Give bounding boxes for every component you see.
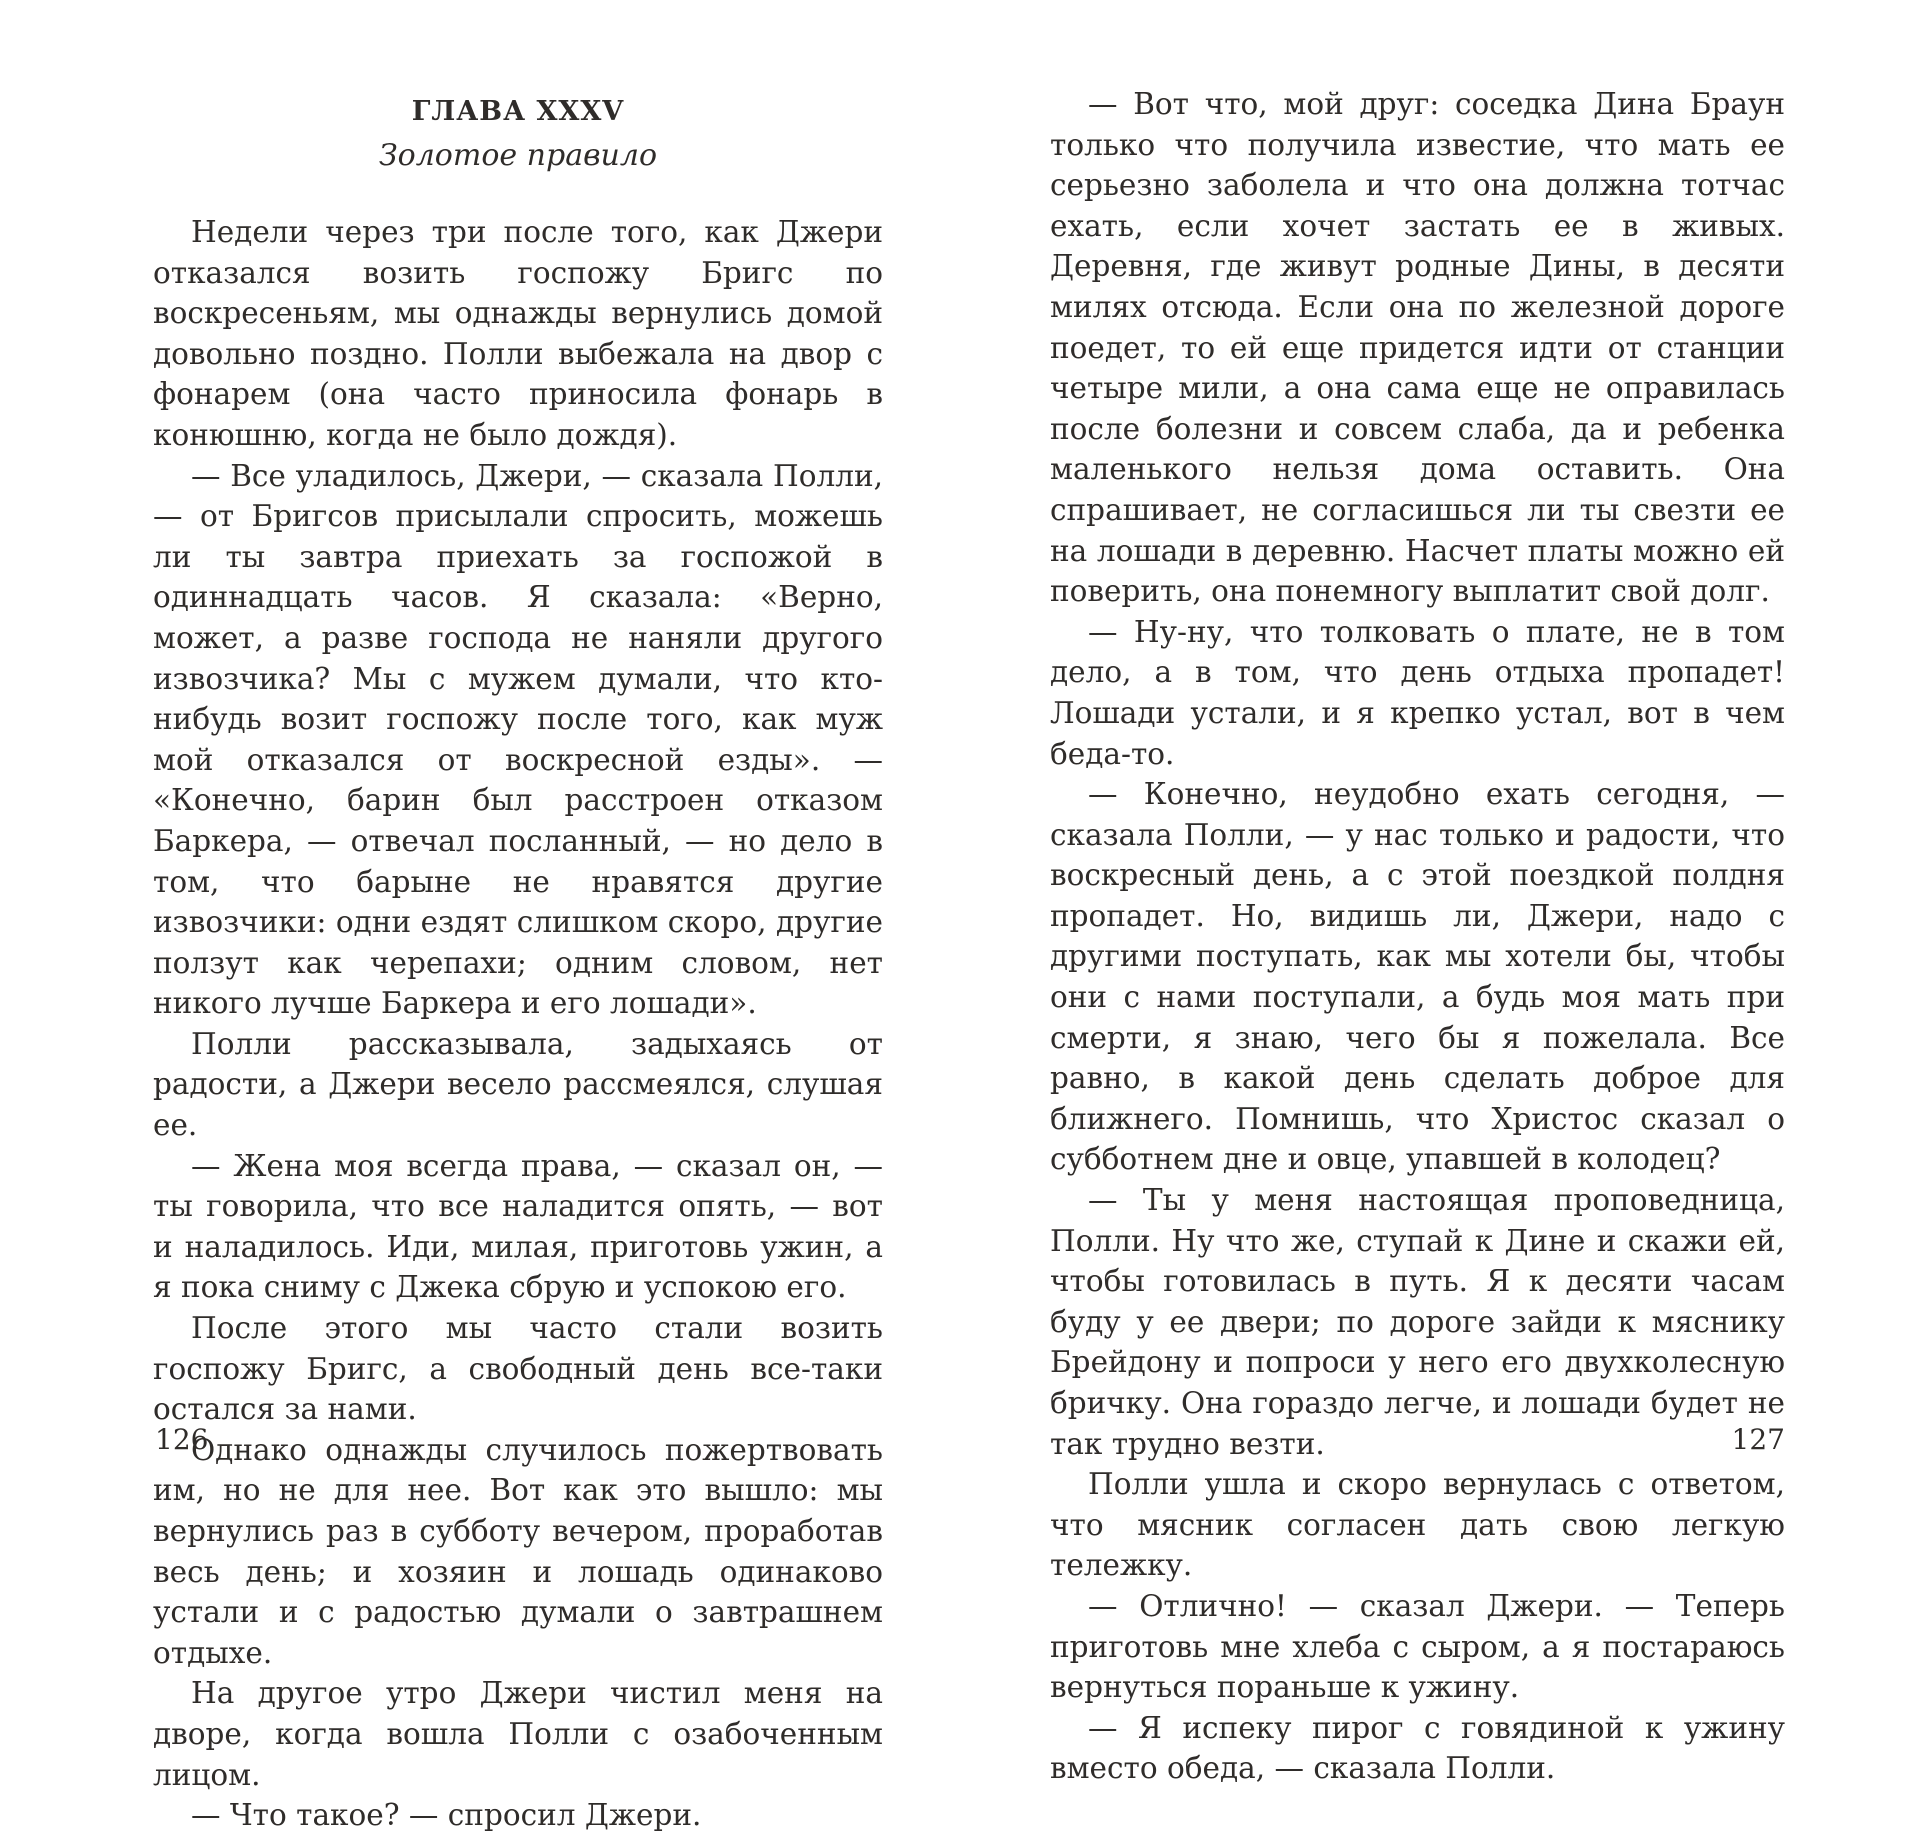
paragraph: Полли ушла и скоро вернулась с ответом, что мясник согласен дать свою легкую тележку. (1050, 1467, 1785, 1583)
paragraph: — Жена моя всегда права, — сказал он, — ты говорила, что все наладится опять, — вот и наладилось. Иди, милая, приготовь ужин, а я пока сниму с Джека сбрую и успокою его. (153, 1148, 883, 1305)
paragraph: — Ну-ну, что толковать о плате, не в том дело, а в том, что день отдыха пропадет! Лошади устали, и я крепко устал, вот в чем беда-то. (1050, 614, 1785, 771)
right-page (1020, 0, 1909, 1786)
paragraph: — Отлично! — сказал Джери. — Теперь приготовь мне хлеба с сыром, а я постараюсь вернуться пораньше к ужину. (1050, 1588, 1785, 1705)
paragraph: После этого мы часто стали возить госпожу Бригс, а свободный день все-таки остался за нами. (153, 1311, 883, 1427)
paragraph: Однако однажды случилось пожертвовать им, но не для нее. Вот как это вышло: мы вернулись раз в субботу вечером, проработав весь день; и хозяин и лошадь одинаково устали и с радостью думали о завтрашнем отдыхе. (153, 1432, 883, 1670)
paragraph: — Вот что, мой друг: соседка Дина Браун только что получила известие, что мать ее серьезно заболела и что она должна тотчас ехать, если хочет застать ее в живых. Деревня, где живут родные Дины, в десяти милях отсюда. Если она по железной дороге поедет, то ей еще придется идти от станции четыре мили, а она сама еще не оправилась после болезни и совсем слаба, да и ребенка маленького нельзя дома оставить. Она спрашивает, не согласишься ли ты свезти ее на лошади в деревню. Насчет платы можно ей поверить, она понемногу выплатит свой долг. (1050, 87, 1785, 609)
right-page-text (1050, 84, 1785, 1789)
page-number-right: 127 (1731, 1423, 1785, 1456)
page-number-left: 126 (155, 1423, 209, 1456)
paragraph: На другое утро Джери чистил меня на дворе, когда вошла Полли с озабоченным лицом. (153, 1676, 883, 1792)
paragraph: — Я испеку пирог с говядиной к ужину вместо обеда, — сказала Полли. (1050, 1710, 1785, 1786)
paragraph: — Ты у меня настоящая проповедница, Полли. Ну что же, ступай к Дине и скажи ей, чтобы готовилась в путь. Я к десяти часам буду у ее двери; по дороге зайди к мяснику Брейдону и попроси у него его двухколесную бричку. Она гораздо легче, и лошади будет не так трудно везти. (1050, 1183, 1785, 1461)
left-page-text (153, 92, 883, 1836)
chapter-subtitle: Золотое правило (378, 138, 658, 173)
chapter-heading: ГЛАВА XXXV (411, 96, 625, 127)
paragraph: Недели через три после того, как Джери отказался возить госпожу Бригс по воскресеньям, мы однажды вернулись домой довольно поздно. Полли выбежала на двор с фонарем (она часто приносила фонарь в конюшню, когда не было дождя). (153, 215, 883, 452)
paragraph: — Все уладилось, Джери, — сказала Полли, — от Бригсов присылали спросить, можешь ли ты завтра приехать за госпожой в одиннадцать часов. Я сказала: «Верно, может, а разве господа не наняли другого извозчика? Мы с мужем думали, что кто-нибудь возит госпожу после того, как муж мой отказался от воскресной езды». — «Конечно, барин был расстроен отказом Баркера, — отвечал посланный, — но дело в том, что барыне не нравятся другие извозчики: одни ездят слишком скоро, другие ползут как черепахи; одним словом, нет никого лучше Баркера и его лошади». (153, 458, 883, 1021)
paragraph: — Конечно, неудобно ехать сегодня, — сказала Полли, — у нас только и радости, что воскресный день, а с этой поездкой полдня пропадет. Но, видишь ли, Джери, надо с другими поступать, как мы хотели бы, чтобы они с нами поступали, а будь моя мать при смерти, я знаю, чего бы я пожелала. Все равно, в какой день сделать доброе для ближнего. Помнишь, что Христос сказал о субботнем дне и овце, упавшей в колодец? (1050, 777, 1785, 1177)
paragraph: Полли рассказывала, задыхаясь от радости, а Джери весело рассмеялся, слушая ее. (153, 1026, 883, 1143)
paragraph: — Что такое? — спросил Джери. (191, 1798, 702, 1833)
